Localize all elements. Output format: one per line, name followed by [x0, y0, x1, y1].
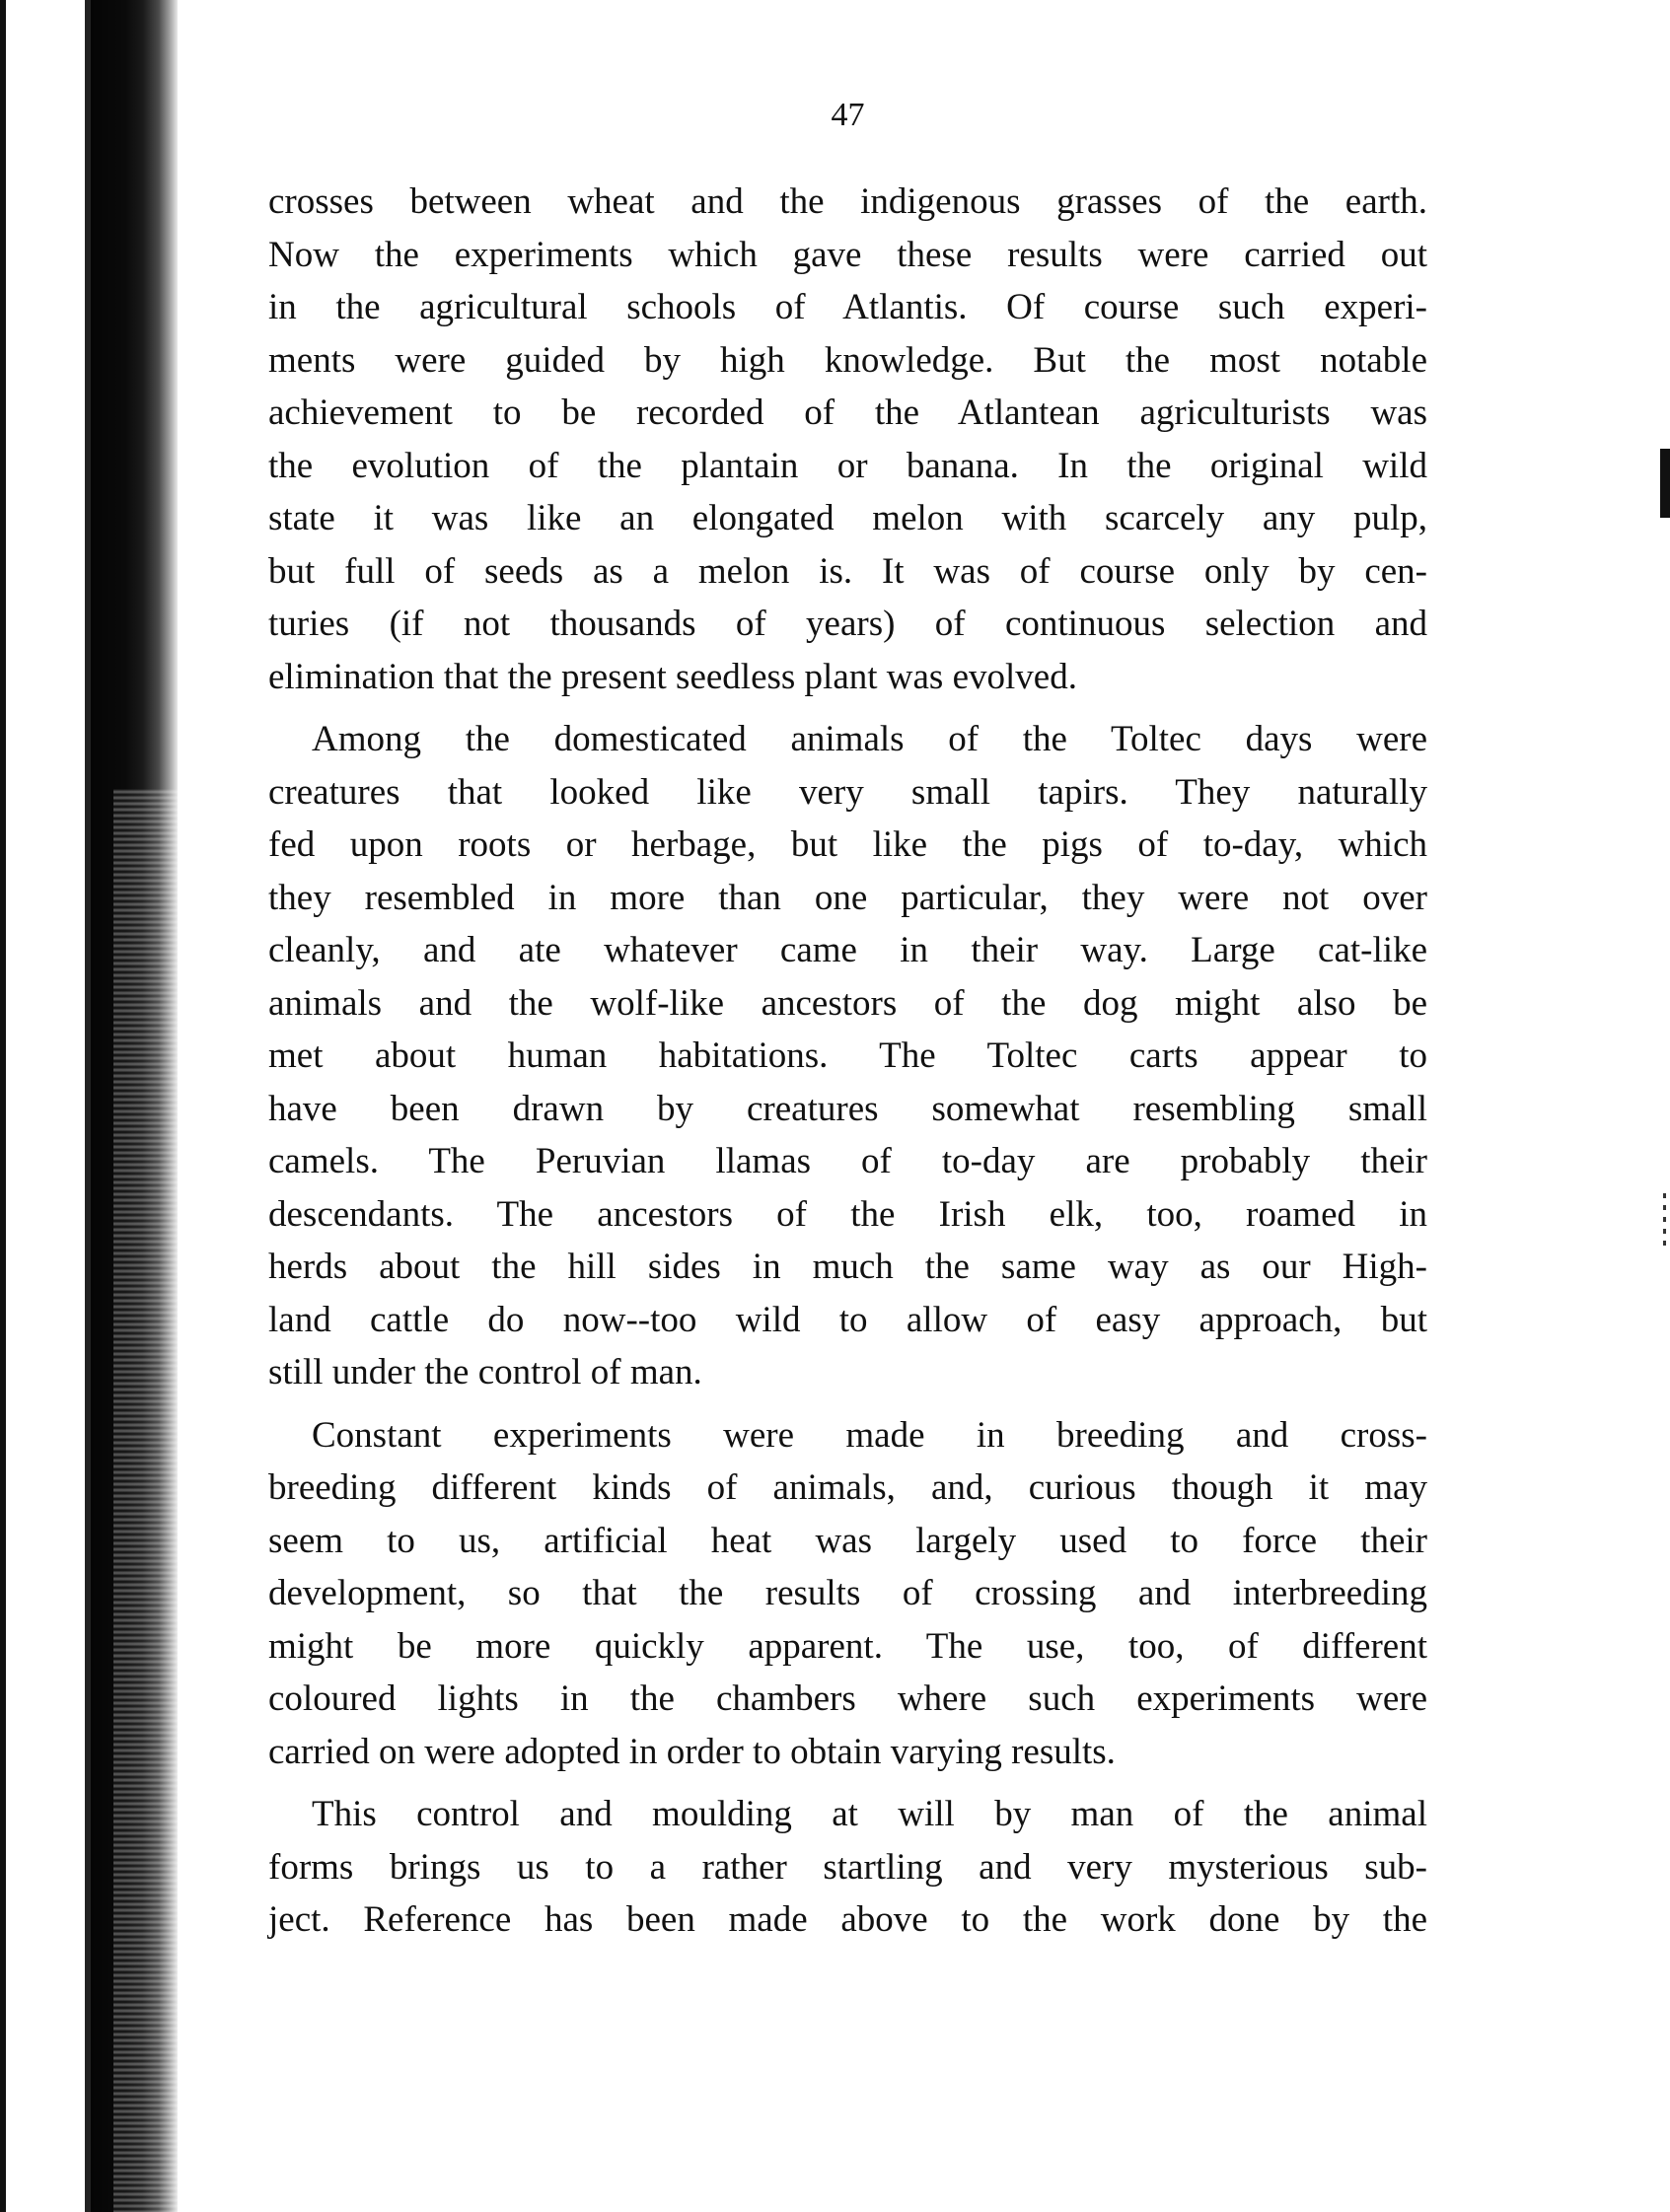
text-line: coloured lights in the chambers where such experiments were: [268, 1678, 1427, 1719]
text-line: descendants. The ancestors of the Irish elk, too, roamed in: [268, 1193, 1427, 1235]
scan-edge-shadow: [0, 0, 6, 2212]
text-line: turies (if not thousands of years) of continuous selection and: [268, 604, 1427, 644]
page-number: 47: [831, 97, 865, 133]
text-line: achievement to be recorded of the Atlantean agriculturists was: [268, 392, 1427, 433]
scan-artifact-dots: [1663, 1193, 1666, 1252]
book-binding-edge: [0, 0, 187, 2212]
paragraph-3: [268, 1409, 1427, 1779]
text-line: land cattle do now--too wild to allow of easy approach, but: [268, 1299, 1427, 1340]
text-line: camels. The Peruvian llamas of to-day are probably their: [268, 1141, 1427, 1181]
text-line: have been drawn by creatures somewhat resembling small: [268, 1088, 1427, 1129]
text-line: creatures that looked like very small tapirs. They naturally: [268, 771, 1427, 813]
text-line: might be more quickly apparent. The use, too, of different: [268, 1625, 1427, 1667]
text-line: forms brings us to a rather startling and very mysterious sub-: [268, 1846, 1427, 1888]
text-line: breeding different kinds of animals, and, curious though it may: [268, 1467, 1427, 1508]
page-body: [268, 176, 1427, 1957]
text-line: Constant experiments were made in breeding and cross-: [312, 1414, 1427, 1456]
text-line: herds about the hill sides in much the same way as our High-: [268, 1247, 1427, 1287]
text-line: in the agricultural schools of Atlantis. Of course such experi-: [268, 287, 1427, 327]
paragraph-1: [268, 176, 1427, 703]
scan-artifact-mark: [1660, 449, 1670, 518]
text-line: development, so that the results of crossing and interbreeding: [268, 1573, 1427, 1613]
text-line: Among the domesticated animals of the Toltec days were: [312, 719, 1427, 759]
text-line: crosses between wheat and the indigenous grasses of the earth.: [268, 181, 1427, 222]
text-line: animals and the wolf-like ancestors of the dog might also be: [268, 982, 1427, 1024]
text-line: but full of seeds as a melon is. It was of course only by cen-: [268, 550, 1427, 592]
text-line: they resembled in more than one particular, they were not over: [268, 877, 1427, 918]
text-line: This control and moulding at will by man of the animal: [312, 1794, 1427, 1834]
text-line: cleanly, and ate whatever came in their way. Large cat-like: [268, 930, 1427, 970]
text-line: carried on were adopted in order to obtain varying results.: [268, 1731, 1116, 1772]
text-line: Now the experiments which gave these results were carried out: [268, 234, 1427, 275]
text-line: still under the control of man.: [268, 1352, 702, 1392]
text-line: ments were guided by high knowledge. But the most notable: [268, 339, 1427, 381]
spine-texture: [113, 789, 187, 2212]
text-line: elimination that the present seedless plant was evolved.: [268, 656, 1077, 697]
text-line: ject. Reference has been made above to the work done by the: [268, 1899, 1427, 1940]
paragraph-2: [268, 713, 1427, 1399]
text-line: seem to us, artificial heat was largely used to force their: [268, 1520, 1427, 1561]
text-line: met about human habitations. The Toltec carts appear to: [268, 1035, 1427, 1076]
text-line: the evolution of the plantain or banana. In the original wild: [268, 445, 1427, 486]
paragraph-4: [268, 1788, 1427, 1947]
text-line: fed upon roots or herbage, but like the pigs of to-day, which: [268, 824, 1427, 865]
text-line: state it was like an elongated melon with scarcely any pulp,: [268, 498, 1427, 538]
